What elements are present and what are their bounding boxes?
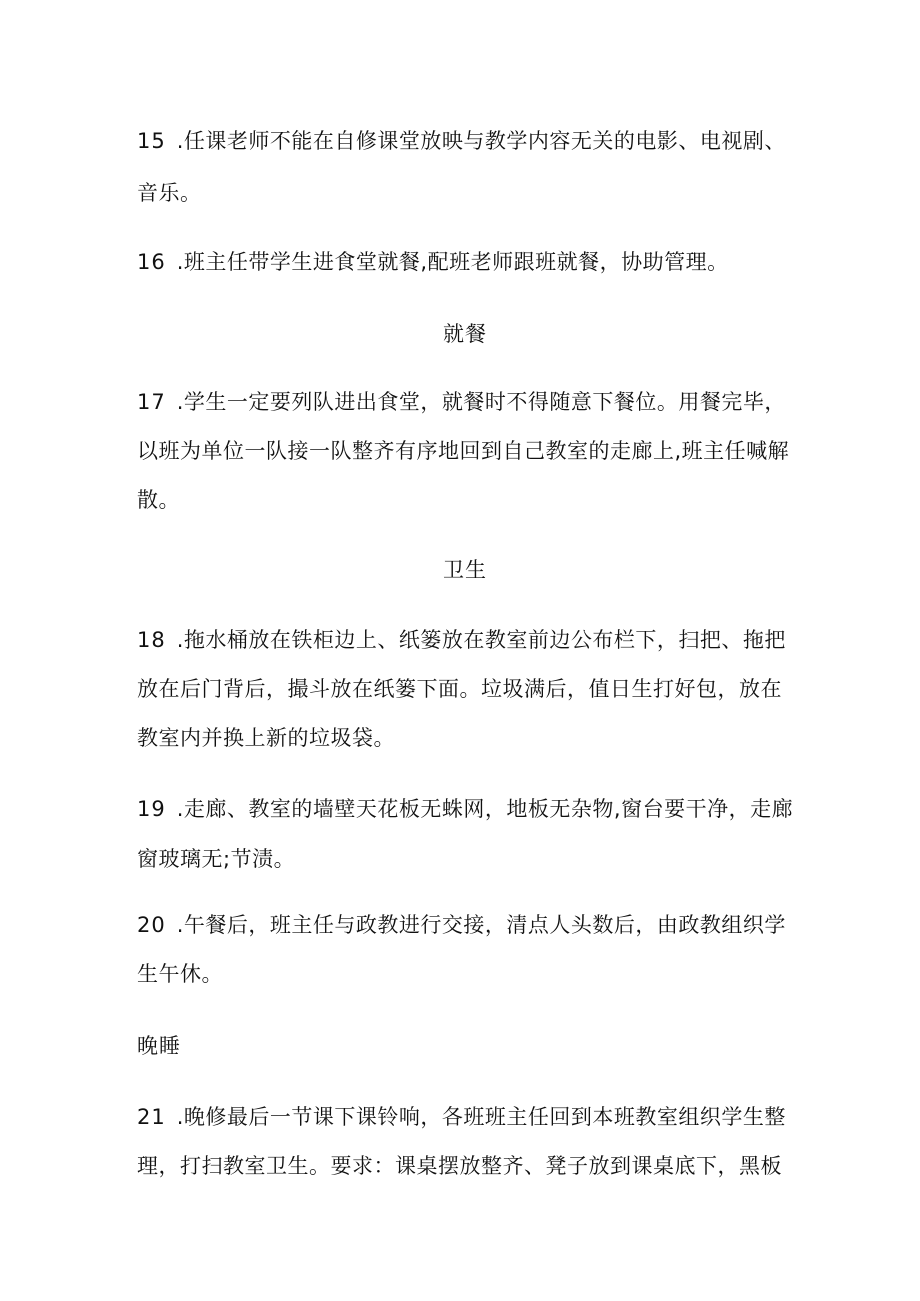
item-17-line-3: 散。 bbox=[137, 488, 180, 512]
item-15-line-1 bbox=[137, 127, 807, 155]
section-heading-hygiene: 卫生 bbox=[443, 558, 487, 582]
item-number: 20 bbox=[137, 913, 166, 937]
item-17-line-2: 以班为单位一队接一队整齐有序地回到自己教室的走廊上,班主任喊解 bbox=[137, 439, 790, 463]
item-text: .走廊、教室的墙壁天花板无蛛网，地板无杂物,窗台要干净，走廊 bbox=[176, 797, 794, 821]
item-18-line-2: 放在后门背后，撮斗放在纸篓下面。垃圾满后，值日生打好包，放在 bbox=[137, 677, 782, 701]
item-number: 16 bbox=[137, 250, 166, 274]
item-19-line-1 bbox=[137, 795, 807, 823]
item-20-line-2: 生午休。 bbox=[137, 962, 223, 986]
item-number: 21 bbox=[137, 1105, 166, 1129]
item-number: 19 bbox=[137, 797, 166, 821]
item-18-line-1 bbox=[137, 626, 807, 654]
item-15-line-2: 音乐。 bbox=[137, 181, 202, 205]
section-heading-dining: 就餐 bbox=[443, 322, 487, 346]
item-text: .班主任带学生进食堂就餐,配班老师跟班就餐，协助管理。 bbox=[176, 250, 729, 274]
item-text: .晚修最后一节课下课铃响，各班班主任回到本班教室组织学生整 bbox=[176, 1105, 786, 1129]
item-17-line-1 bbox=[137, 388, 807, 416]
section-heading-evening: 晚睡 bbox=[137, 1034, 181, 1058]
item-text: .午餐后，班主任与政教进行交接，清点人头数后，由政教组织学 bbox=[176, 913, 786, 937]
item-20-line-1 bbox=[137, 911, 807, 939]
item-text: .拖水桶放在铁柜边上、纸篓放在教室前边公布栏下，扫把、拖把 bbox=[176, 628, 786, 652]
item-number: 17 bbox=[137, 390, 166, 414]
item-number: 18 bbox=[137, 628, 166, 652]
item-text: .任课老师不能在自修课堂放映与教学内容无关的电影、电视剧、 bbox=[176, 129, 786, 153]
item-21-line-1 bbox=[137, 1103, 807, 1131]
item-21-line-2: 理，打扫教室卫生。要求：课桌摆放整齐、凳子放到课桌底下，黑板 bbox=[137, 1154, 782, 1178]
item-text: .学生一定要列队进出食堂，就餐时不得随意下餐位。用餐完毕， bbox=[176, 390, 786, 414]
item-16-line-1 bbox=[137, 248, 807, 276]
item-number: 15 bbox=[137, 129, 166, 153]
item-18-line-3: 教室内并换上新的垃圾袋。 bbox=[137, 726, 395, 750]
item-19-line-2: 窗玻璃无;节渍。 bbox=[137, 847, 296, 871]
